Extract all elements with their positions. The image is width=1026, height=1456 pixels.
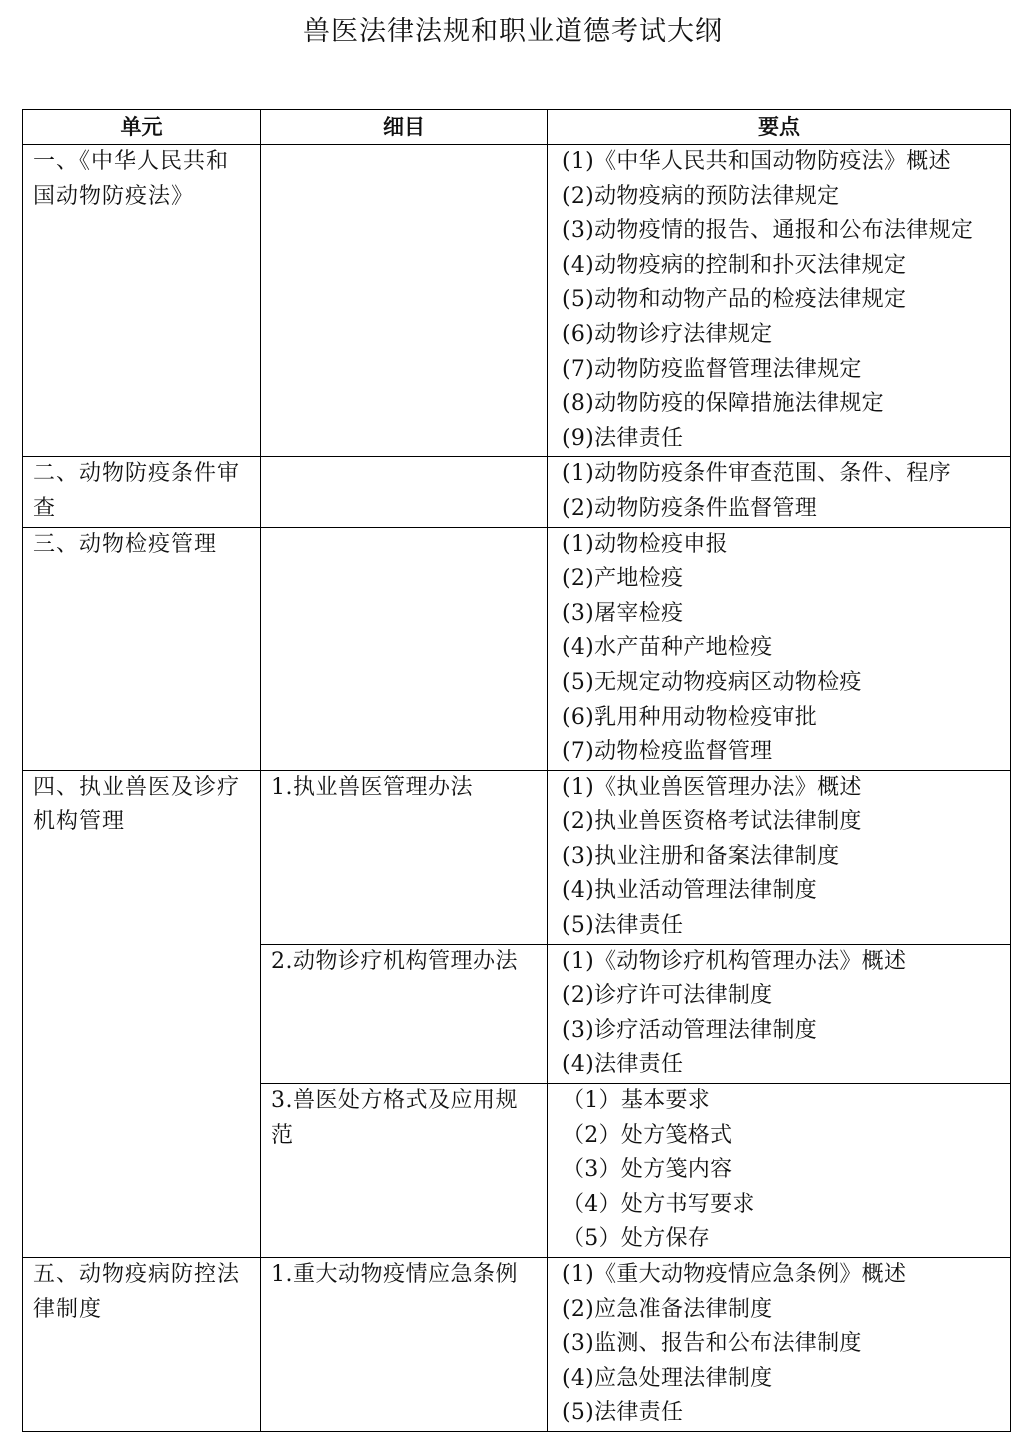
key-point-item: (3)执业注册和备案法律制度 bbox=[562, 843, 840, 869]
key-point-item: (2)执业兽医资格考试法律制度 bbox=[562, 809, 862, 835]
table-row bbox=[23, 145, 1011, 457]
key-point-item: (4)动物疫病的控制和扑灭法律规定 bbox=[562, 252, 907, 278]
key-point-item: (2)产地检疫 bbox=[562, 566, 684, 592]
key-point-item: (1)动物检疫申报 bbox=[562, 531, 728, 557]
detail-cell: 1.重大动物疫情应急条例 bbox=[261, 1258, 548, 1432]
points-cell bbox=[548, 1258, 1011, 1432]
key-point-item: (7)动物检疫监督管理 bbox=[562, 739, 773, 765]
key-point-item: (2)诊疗许可法律制度 bbox=[562, 983, 773, 1009]
key-point-item: (2)动物疫病的预防法律规定 bbox=[562, 183, 840, 209]
key-point-item: （4）处方书写要求 bbox=[562, 1191, 755, 1217]
exam-outline-table bbox=[22, 109, 1011, 1432]
unit-cell: 五、动物疫病防控法律制度 bbox=[23, 1258, 261, 1432]
key-point-item: (8)动物防疫的保障措施法律规定 bbox=[562, 391, 884, 417]
key-point-item: (1)《执业兽医管理办法》概述 bbox=[562, 774, 862, 800]
key-point-item: (3)诊疗活动管理法律制度 bbox=[562, 1017, 818, 1043]
detail-cell bbox=[261, 145, 548, 457]
key-point-item: (6)动物诊疗法律规定 bbox=[562, 321, 773, 347]
table-body bbox=[23, 145, 1011, 1432]
table-row bbox=[23, 527, 1011, 770]
key-point-item: (4)执业活动管理法律制度 bbox=[562, 878, 818, 904]
key-point-item: (1)《动物诊疗机构管理办法》概述 bbox=[562, 948, 907, 974]
detail-cell: 2.动物诊疗机构管理办法 bbox=[261, 944, 548, 1083]
header-unit: 单元 bbox=[23, 110, 261, 145]
key-point-item: (1)《中华人民共和国动物防疫法》概述 bbox=[562, 149, 951, 174]
detail-cell bbox=[261, 457, 548, 527]
key-point-item: (6)乳用种用动物检疫审批 bbox=[562, 704, 818, 730]
unit-cell: 一、《中华人民共和国动物防疫法》 bbox=[23, 145, 261, 457]
key-point-item: (5)法律责任 bbox=[562, 913, 684, 939]
unit-cell: 三、动物检疫管理 bbox=[23, 527, 261, 770]
points-cell bbox=[548, 457, 1011, 527]
key-point-item: (9)法律责任 bbox=[562, 425, 684, 451]
key-point-item: （3）处方笺内容 bbox=[562, 1157, 733, 1183]
key-point-item: （5）处方保存 bbox=[562, 1226, 711, 1252]
key-point-item: (7)动物防疫监督管理法律规定 bbox=[562, 356, 862, 382]
points-cell bbox=[548, 527, 1011, 770]
detail-cell bbox=[261, 527, 548, 770]
key-point-item: (2)动物防疫条件监督管理 bbox=[562, 495, 818, 521]
key-point-item: (4)水产苗种产地检疫 bbox=[562, 635, 773, 661]
key-point-item: (3)屠宰检疫 bbox=[562, 600, 684, 626]
key-point-item: (4)应急处理法律制度 bbox=[562, 1365, 773, 1391]
points-cell bbox=[548, 145, 1011, 457]
key-point-item: (3)动物疫情的报告、通报和公布法律规定 bbox=[562, 218, 974, 244]
unit-cell: 四、执业兽医及诊疗机构管理 bbox=[23, 770, 261, 1257]
key-point-item: (2)应急准备法律制度 bbox=[562, 1296, 773, 1322]
key-point-item: (5)无规定动物疫病区动物检疫 bbox=[562, 669, 862, 695]
table-row bbox=[23, 770, 1011, 944]
points-cell bbox=[548, 1084, 1011, 1258]
key-point-item: （1）基本要求 bbox=[562, 1088, 711, 1114]
key-point-item: （2）处方笺格式 bbox=[562, 1122, 733, 1148]
header-detail: 细目 bbox=[261, 110, 548, 145]
table-header-row bbox=[23, 110, 1011, 145]
points-cell bbox=[548, 770, 1011, 944]
key-point-item: (5)动物和动物产品的检疫法律规定 bbox=[562, 287, 907, 313]
header-points: 要点 bbox=[548, 110, 1011, 145]
page-title: 兽医法律法规和职业道德考试大纲 bbox=[303, 16, 723, 47]
key-point-item: (5)法律责任 bbox=[562, 1400, 684, 1426]
key-point-item: (1)动物防疫条件审查范围、条件、程序 bbox=[562, 461, 951, 487]
key-point-item: (4)法律责任 bbox=[562, 1052, 684, 1078]
detail-cell: 1.执业兽医管理办法 bbox=[261, 770, 548, 944]
detail-cell: 3.兽医处方格式及应用规范 bbox=[261, 1084, 548, 1258]
points-cell bbox=[548, 944, 1011, 1083]
table-row bbox=[23, 1258, 1011, 1432]
table-row bbox=[23, 457, 1011, 527]
key-point-item: (3)监测、报告和公布法律制度 bbox=[562, 1331, 862, 1357]
key-point-item: (1)《重大动物疫情应急条例》概述 bbox=[562, 1262, 907, 1287]
unit-cell: 二、动物防疫条件审查 bbox=[23, 457, 261, 527]
